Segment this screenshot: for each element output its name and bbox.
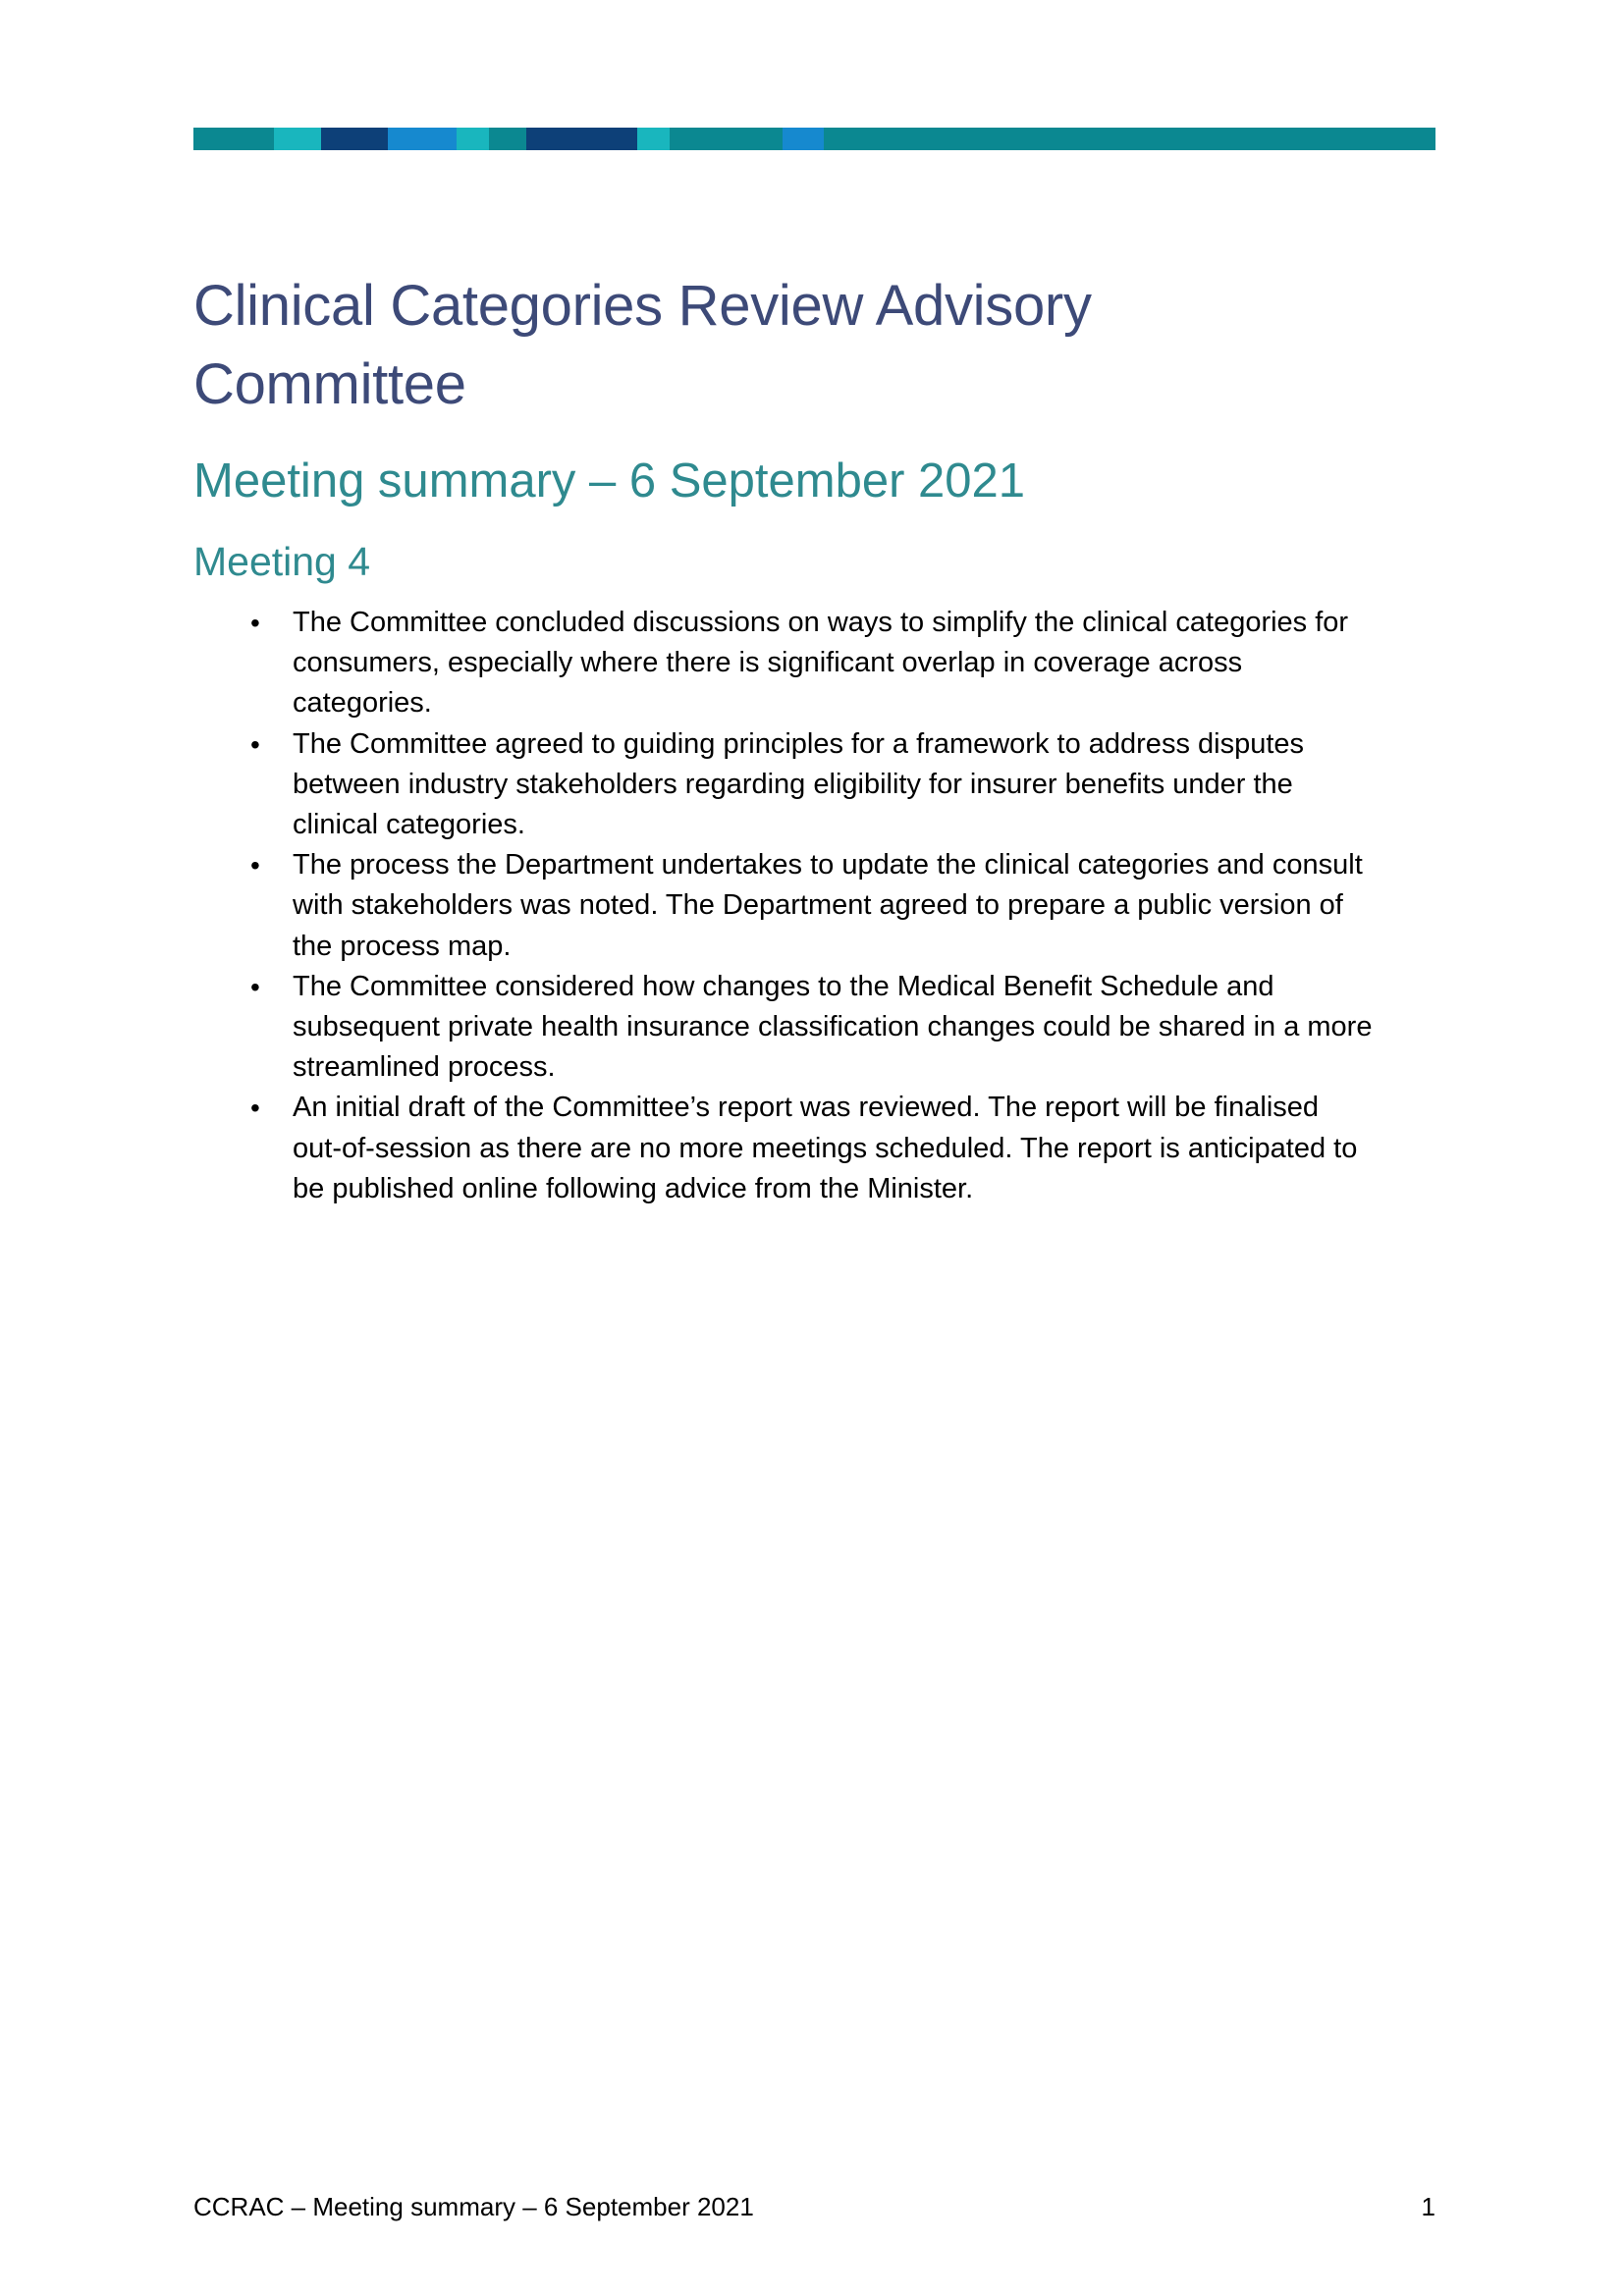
page-title-line-2: Committee (193, 352, 466, 416)
header-bar-segment (526, 128, 637, 150)
header-bar-segment (388, 128, 457, 150)
header-bar-segment (321, 128, 388, 150)
header-bar-segment (824, 128, 1435, 150)
bullet-line: subsequent private health insurance classification changes could be shared in a more (293, 1011, 1373, 1043)
bullet-line: the process map. (293, 930, 512, 962)
meeting-summary-subtitle: Meeting summary – 6 September 2021 (193, 454, 1026, 507)
bullet-line: The Committee considered how changes to the Medical Benefit Schedule and (293, 970, 1274, 1002)
bullet-icon: • (250, 728, 260, 760)
bullet-line: The process the Department undertakes to update the clinical categories and consult (293, 849, 1363, 881)
list-item (193, 603, 1445, 724)
bullet-line: with stakeholders was noted. The Department agreed to prepare a public version of (293, 889, 1343, 922)
meeting-heading: Meeting 4 (193, 539, 371, 584)
header-bar-segment (783, 128, 824, 150)
list-item (193, 845, 1445, 967)
bullet-icon: • (250, 850, 260, 881)
list-item (193, 1088, 1445, 1209)
bullet-line: streamlined process. (293, 1051, 556, 1084)
list-item (193, 967, 1445, 1089)
bullet-line: An initial draft of the Committee’s report was reviewed. The report will be finalised (293, 1092, 1320, 1124)
bullet-icon: • (250, 971, 260, 1002)
header-bar-segment (457, 128, 489, 150)
header-bar-segment (274, 128, 321, 150)
bullet-icon: • (250, 1093, 260, 1124)
header-bar-segment (193, 128, 274, 150)
bullet-line: out-of-session as there are no more meetings scheduled. The report is anticipated to (293, 1132, 1358, 1164)
page-title (193, 267, 1435, 424)
bullet-line: consumers, especially where there is significant overlap in coverage across (293, 647, 1243, 679)
list-item (193, 724, 1445, 846)
header-bar-segment (637, 128, 670, 150)
bullet-line: The Committee concluded discussions on ways to simplify the clinical categories for (293, 607, 1349, 638)
bullet-line: clinical categories. (293, 809, 525, 841)
bullet-line: The Committee agreed to guiding principles for a framework to address disputes (293, 727, 1305, 760)
page-title-line-1: Clinical Categories Review Advisory (193, 274, 1092, 338)
footer-text: CCRAC – Meeting summary – 6 September 2021 (193, 2192, 754, 2221)
meeting-points-list (193, 603, 1445, 1209)
page-number: 1 (1421, 2192, 1435, 2221)
bullet-line: between industry stakeholders regarding eligibility for insurer benefits under the (293, 768, 1293, 800)
bullet-line: be published online following advice from the Minister. (293, 1172, 974, 1204)
header-bar-segment (489, 128, 526, 150)
bullet-icon: • (250, 608, 260, 638)
bullet-line: categories. (293, 687, 432, 720)
header-color-bar (193, 128, 1435, 150)
header-bar-segment (670, 128, 783, 150)
